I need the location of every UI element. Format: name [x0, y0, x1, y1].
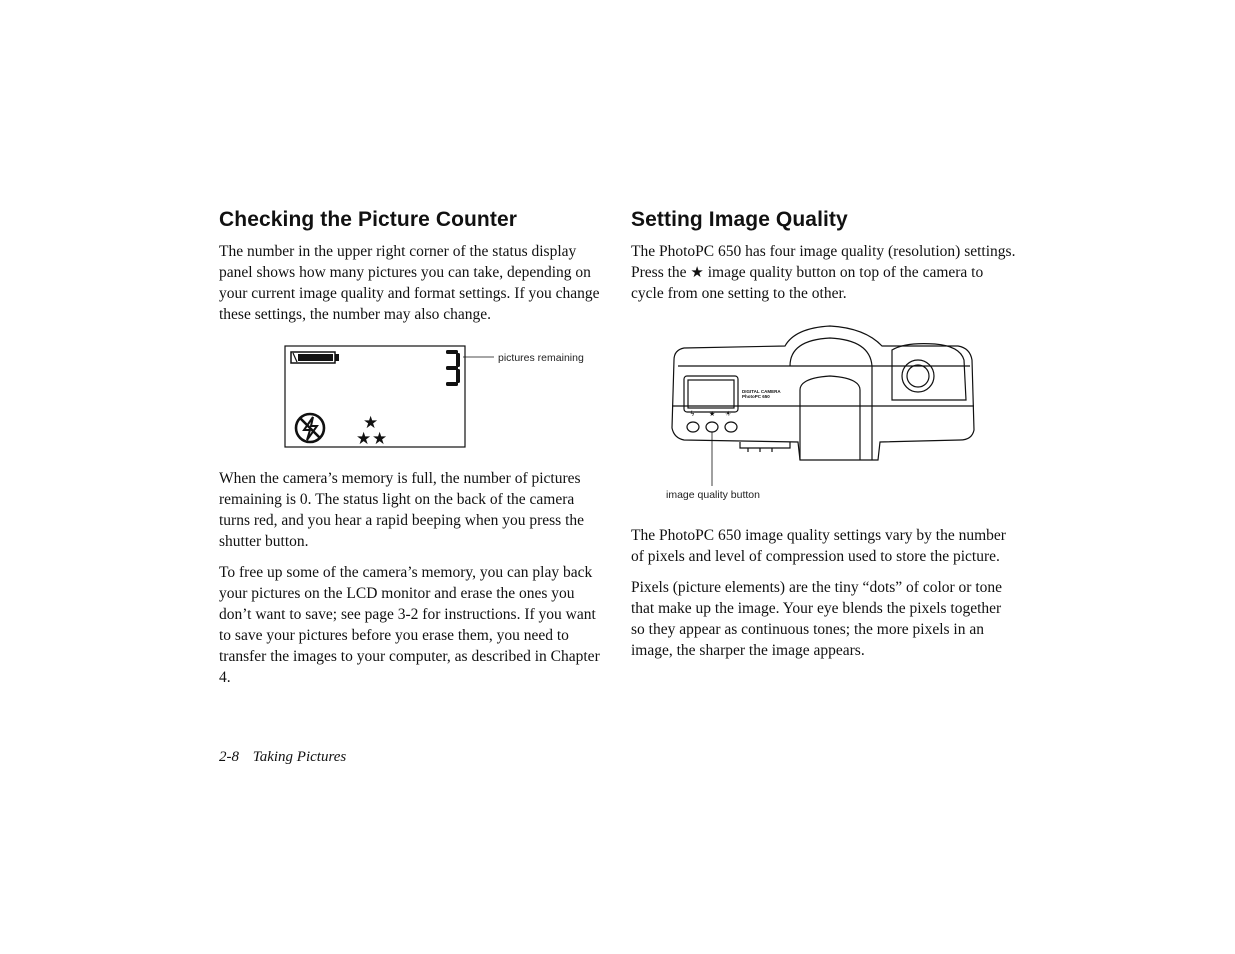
svg-text:★: ★: [363, 413, 379, 433]
star-icon: ★: [690, 263, 704, 281]
left-column-lower: [219, 468, 604, 698]
status-display-figure: [280, 340, 600, 455]
heading-image-quality: Setting Image Quality: [631, 208, 848, 231]
callout-pictures-remaining: pictures remaining: [498, 352, 584, 364]
left-column: [219, 208, 604, 335]
paragraph-quality-intro: [631, 241, 1016, 304]
paragraph-memory-full: When the camera’s memory is full, the number of pictures remaining is 0. The status light on the back of the camera turns red, and you hear a rapid beeping when you press the shutter button.: [219, 470, 584, 550]
paragraph-pixels: Pixels (picture elements) are the tiny “dots” of color or tone that make up the image. Your eye blends the pixels together so they appear as continuous tones; the more pixels in an image, the sharper the image appears.: [631, 579, 1003, 659]
camera-button-icons: [690, 410, 731, 418]
paragraph-free-memory: To free up some of the camera’s memory, you can play back your pictures on the LCD monitor and erase the ones you don’t want to save; see page 3-2 for instructions. If you want to save your pictures before you erase them, you need to transfer the images to your computer, as described in Chapter 4.: [219, 564, 600, 686]
quality-intro-before: The PhotoPC 650 has four image quality (resolution) settings. Press the: [631, 243, 1016, 281]
callout-image-quality-button: image quality button: [666, 489, 760, 501]
heading-picture-counter: Checking the Picture Counter: [219, 208, 518, 231]
camera-panel-label-2: PhotoPC 650: [742, 394, 770, 399]
paragraph-counter-intro: The number in the upper right corner of the status display panel shows how many pictures you can take, depending on your current image quality and format settings. If you change these settings, the number may also change.: [219, 243, 600, 323]
svg-text:★: ★: [356, 429, 372, 449]
svg-text:☀: ☀: [725, 410, 732, 418]
right-column: [631, 208, 1016, 314]
svg-text:★: ★: [709, 410, 716, 418]
paragraph-quality-settings: The PhotoPC 650 image quality settings vary by the number of pixels and level of compression used to store the picture.: [631, 527, 1006, 565]
camera-panel-label-1: DIGITAL CAMERA: [742, 389, 781, 394]
page-number: 2-8: [219, 749, 239, 765]
right-column-lower: [631, 525, 1016, 671]
svg-text:★: ★: [372, 429, 388, 449]
quality-intro-after: image quality button on top of the camera to cycle from one setting to the other.: [631, 264, 984, 302]
svg-text:ϟ: ϟ: [690, 410, 695, 418]
page-footer: [219, 749, 346, 766]
battery-icon: [291, 352, 339, 363]
section-title: Taking Pictures: [252, 749, 347, 765]
camera-top-figure: [660, 320, 980, 505]
